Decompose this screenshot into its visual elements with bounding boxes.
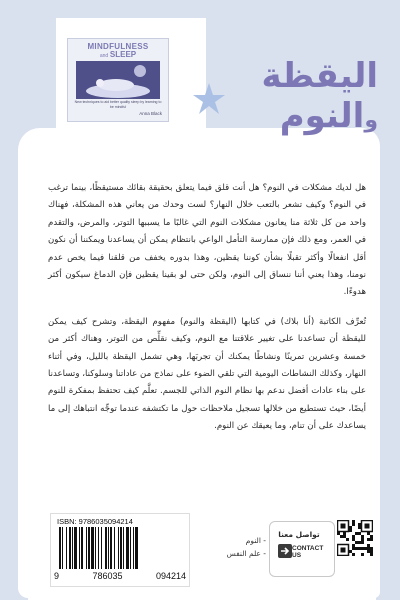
category-item: - علم النفس: [226, 549, 266, 558]
barcode-digit-group-2: 094214: [155, 571, 186, 581]
title-line-2: [280, 95, 378, 142]
barcode-icon: [55, 527, 185, 569]
book-cover-thumbnail: [67, 38, 169, 122]
star-icon: [192, 82, 226, 116]
description-paragraph-1: هل لديك مشكلات في النوم؟ هل أنت قلق فيما يتعلق بحقيقة بقائك مستيقظًا، بينما ترغب في النوم؟ وكيف تشعر بالتعب خلال النهار؟ لست وحدك من يعاني هذه المشكلة، فهناك واحد من كل ثلاثة منا يعانون مشكلات النوم التي غالبًا ما يسببها التوتر، والمرض، والتقدم في العمر، ومع ذلك فإن ممارسة التأمل الواعي بانتظام يمكن أن يساعدنا ويمكننا أن نكون أقل انفعالًا وأكثر تقبلًا بشأن كوننا يقظين، وهذا بدوره يخفف من قلقنا فيما يخص عدم نومنا، وهذا يعني أننا ننساق إلى النوم، ولكن حتى لو بقينا يقظين فإن الدماغ سيكون أكثر هدوءًا.: [48, 183, 366, 298]
cover-title-line1: MINDFULNESS: [87, 42, 149, 51]
cover-and-word: and: [99, 53, 109, 59]
cover-illustration: [76, 61, 160, 99]
contact-label-arabic: تواصل معنا: [278, 530, 320, 539]
category-list: [196, 534, 266, 560]
title-line-1: اليقظة: [261, 56, 378, 96]
arrow-icon: [278, 544, 292, 558]
qr-code-icon[interactable]: [337, 520, 373, 556]
barcode-digit-first: 9: [54, 571, 60, 581]
description: [48, 180, 366, 436]
barcode-digit-group-1: 786035: [92, 571, 123, 581]
cover-title-line2: [68, 51, 168, 60]
title-and: و: [364, 108, 378, 133]
isbn-label: ISBN: 9786035094214: [57, 517, 133, 526]
description-paragraph-2: تُعرِّف الكاتبة (أنا بلاك) في كتابها (اليقظة والنوم) مفهوم اليقظة، وتشرح كيف يمكن لليقظة أن تساعدنا على تغيير علاقتنا مع النوم، وكيف نقلِّص من التوتر، وهناك أكثر من خمسة وعشرين تمرينًا ونشاطًا يمكنك أن تجربَها، وهي تشمل اليقظة بالليل، وفي أثناء النهار، وكذلك النشاطات اليومية التي تلقي الضوء على نماذج من عاداتنا وسلوكنا، وتساعدنا على بناء عادات أفضل ندعم بها نظام النوم الذاتي للجسم. تعلَّم كيف تحتفظ بمفكرة للنوم أيضًا، حيث تستطيع من خلالها تسجيل ملاحظات حول ما تكتشفه عندما توجِّه انتباهك إلى ما يساعدك على أن تنام، وما يعيقك عن النوم.: [48, 316, 366, 432]
cover-blurb: New techniques to aid better quality sleep by learning to be mindful: [74, 100, 162, 109]
contact-us-box[interactable]: [269, 521, 335, 577]
cover-sleep-word: SLEEP: [109, 50, 137, 59]
cover-author: Anna Black: [139, 111, 162, 116]
contact-label-english: CONTACT US: [292, 545, 324, 559]
title-line-2-word: النوم: [279, 96, 365, 136]
barcode-digits: [54, 571, 186, 581]
barcode-panel: [50, 513, 190, 587]
category-item: - النوم: [245, 536, 266, 545]
